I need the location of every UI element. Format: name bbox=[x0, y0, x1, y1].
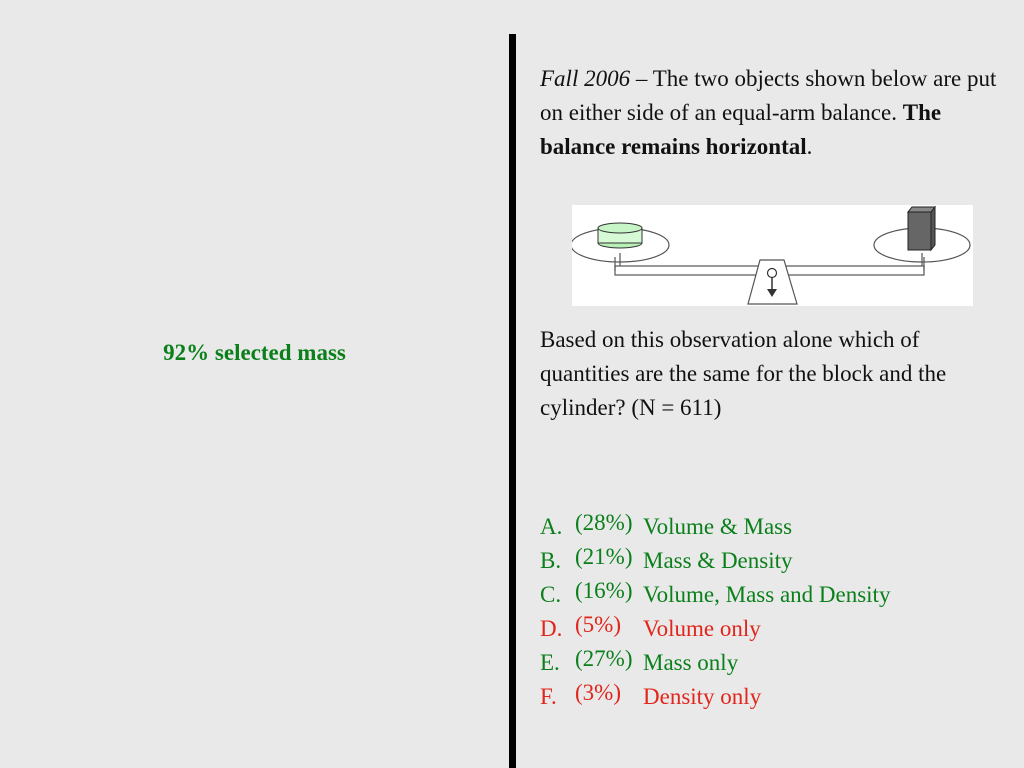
answer-percent: (21%) bbox=[575, 544, 633, 569]
question-dash: – bbox=[630, 66, 653, 91]
answer-percent: (5%) bbox=[575, 612, 621, 637]
prompt-body: which of quantities are the same for the block and the cylinder? (N = 611) bbox=[540, 327, 947, 420]
balance-figure bbox=[572, 205, 973, 306]
answer-percent: (3%) bbox=[575, 680, 621, 705]
question-text bbox=[540, 62, 1008, 164]
answer-option-b bbox=[540, 544, 1010, 578]
answer-letter: A. bbox=[540, 514, 563, 539]
answer-letter: B. bbox=[540, 548, 562, 573]
answer-option-e bbox=[540, 646, 1010, 680]
prompt-text bbox=[540, 323, 1010, 425]
answer-letter: F. bbox=[540, 684, 557, 709]
prompt-underlined: Based on this observation alone bbox=[540, 327, 833, 352]
question-period: . bbox=[806, 134, 813, 159]
question-body: The two objects shown below are put on either side of an equal-arm balance. bbox=[540, 66, 997, 125]
vertical-divider bbox=[509, 34, 516, 768]
answer-percent: (16%) bbox=[575, 578, 633, 603]
question-emphasis: The balance remains horizontal bbox=[540, 100, 942, 159]
answer-letter: D. bbox=[540, 616, 563, 641]
answer-text: Mass & Density bbox=[643, 548, 793, 573]
block bbox=[908, 212, 931, 250]
answer-letter: E. bbox=[540, 650, 560, 675]
pivot bbox=[768, 269, 777, 278]
answer-option-a bbox=[540, 510, 1010, 544]
answer-text: Volume, Mass and Density bbox=[643, 582, 891, 607]
answer-list bbox=[540, 510, 1010, 714]
answer-percent: (28%) bbox=[575, 510, 633, 535]
answer-option-f bbox=[540, 680, 1010, 714]
answer-text: Density only bbox=[643, 684, 762, 709]
question-term: Fall 2006 bbox=[540, 66, 631, 91]
answer-option-c bbox=[540, 578, 1010, 612]
answer-letter: C. bbox=[540, 582, 562, 607]
answer-text: Mass only bbox=[643, 650, 739, 675]
answer-percent: (27%) bbox=[575, 646, 633, 671]
summary-note: 92% selected mass bbox=[163, 340, 346, 365]
answer-text: Volume & Mass bbox=[643, 514, 793, 539]
answer-text: Volume only bbox=[643, 616, 761, 641]
equal-arm-balance-diagram bbox=[572, 205, 973, 306]
answer-option-d bbox=[540, 612, 1010, 646]
